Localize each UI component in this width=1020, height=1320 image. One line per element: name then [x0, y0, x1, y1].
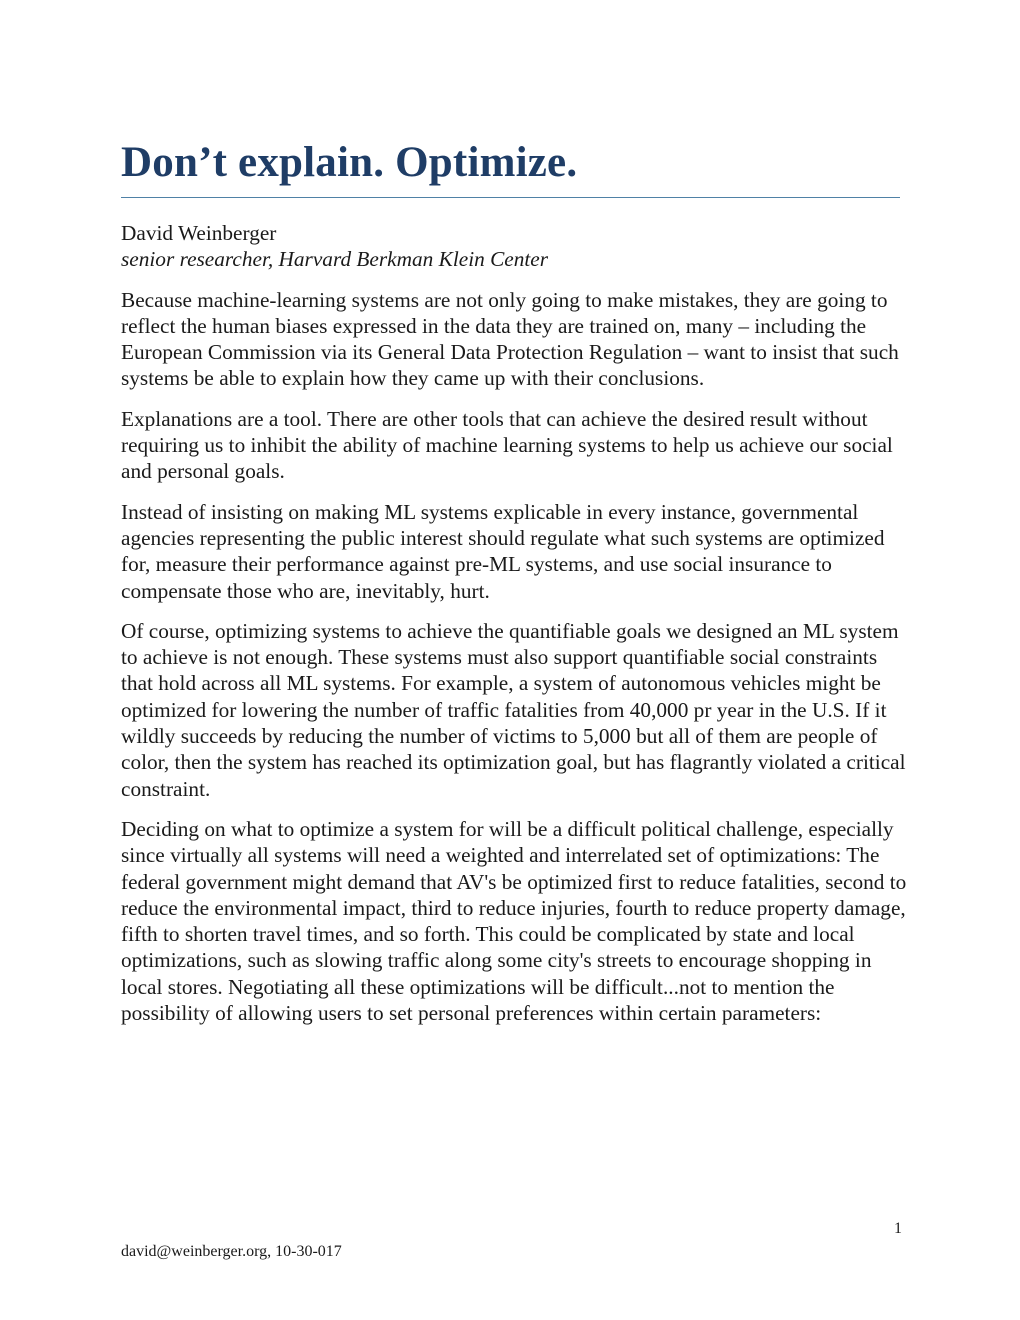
title-divider [121, 197, 900, 198]
footer-contact: david@weinberger.org, 10-30-017 [121, 1243, 342, 1260]
paragraph-4: Of course, optimizing systems to achieve the quantifiable goals we designed an ML system to achieve is not enough. These systems must also support quantifiable social constraints that hold across all ML systems. For example, a system of autonomous vehicles might be optimized for lowering the number of traffic fatalities from 40,000 pr year in the U.S. If it wildly succeeds by reducing the number of victims to 5,000 but all of them are people of color, then the system has reached its optimization goal, but has flagrantly violated a critical constraint. [121, 618, 906, 801]
paragraph-1: Because machine-learning systems are not only going to make mistakes, they are going to reflect the human biases expressed in the data they are trained on, many – including the European Commission via its General Data Protection Regulation – want to insist that such systems be able to explain how they came up with their conclusions. [121, 287, 899, 391]
author-name: David Weinberger [121, 221, 277, 245]
document-body [121, 220, 911, 1040]
document-title: Don’t explain. Optimize. [121, 139, 578, 186]
author-role: senior researcher, Harvard Berkman Klein Center [121, 247, 549, 272]
paragraph-3: Instead of insisting on making ML systems explicable in every instance, governmental agencies representing the public interest should regulate what such systems are optimized for, measure their performance against pre-ML systems, and use social insurance to compensate those who are, inevitably, hurt. [121, 499, 885, 603]
page-number: 1 [894, 1220, 902, 1237]
paragraph-5: Deciding on what to optimize a system for will be a difficult political challenge, especially since virtually all systems will need a weighted and interrelated set of optimizations: The federal government might demand that AV's be optimized first to reduce fatalities, second to reduce the environmental impact, third to reduce injuries, fourth to reduce property damage, fifth to shorten travel times, and so forth. This could be complicated by state and local optimizations, such as slowing traffic along some city's streets to encourage shopping in local stores. Negotiating all these optimizations will be difficult...not to mention the possibility of allowing users to set personal preferences within certain parameters: [121, 816, 907, 1026]
paragraph-2: Explanations are a tool. There are other tools that can achieve the desired result without requiring us to inhibit the ability of machine learning systems to help us achieve our social and personal goals. [121, 406, 893, 484]
